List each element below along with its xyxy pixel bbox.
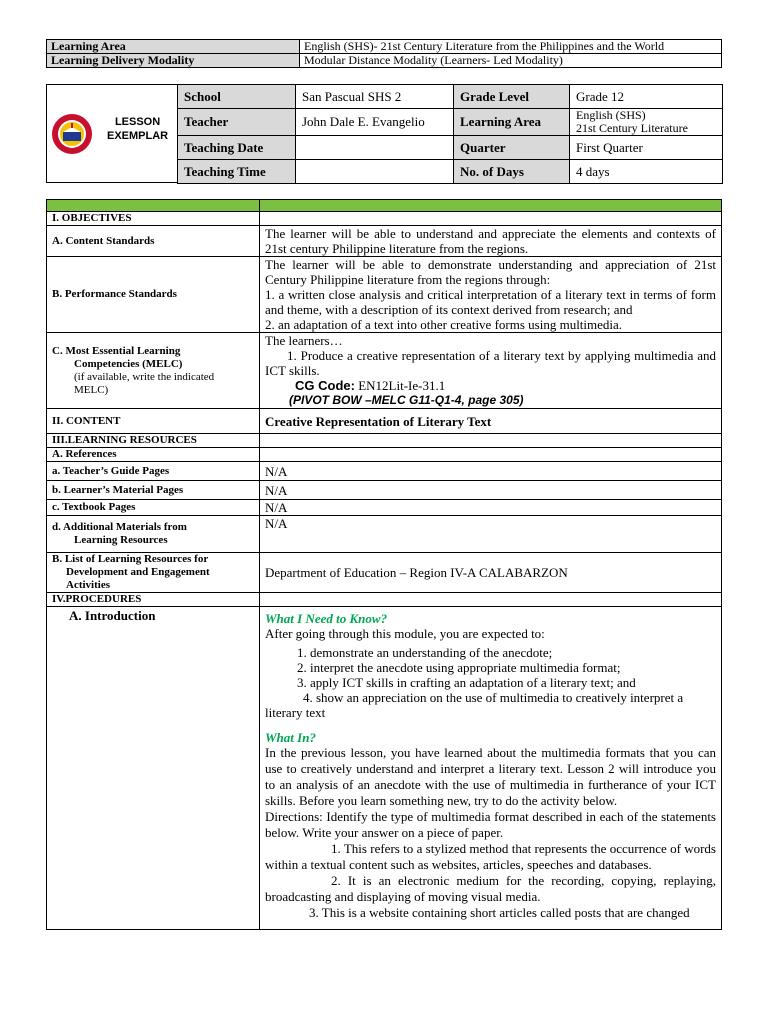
procedures-heading: IV.PROCEDURES: [47, 593, 260, 607]
teacher-value: John Dale E. Evangelio: [296, 109, 454, 136]
what-in-heading: What In?: [265, 730, 316, 745]
school-value: San Pascual SHS 2: [296, 85, 454, 109]
melc-cell: [260, 333, 722, 409]
learning-area-value: English (SHS)- 21st Century Literature from the Philippines and the World: [300, 40, 722, 54]
introduction-label: A. Introduction: [47, 607, 260, 930]
statement-1: 1. This refers to a stylized method that represents the occurrence of words within a textual content such as websites, articles, speeches and databases.: [265, 841, 716, 872]
pivot-reference: (PIVOT BOW –MELC G11-Q1-4, page 305): [289, 393, 524, 407]
cg-code-value: EN12Lit-Ie-31.1: [358, 378, 446, 393]
melc-label-line2: Competencies (MELC): [74, 357, 183, 370]
teaching-time-label: Teaching Time: [178, 160, 296, 184]
content-standards-text: The learner will be able to understand and appreciate the elements and contexts of 21st century Philippine literature from the regions.: [260, 226, 722, 257]
list-label-line1: B. List of Learning Resources for: [52, 553, 209, 565]
objective-item-3: 3. apply ICT skills in crafting an adaptation of a literary text; and: [297, 675, 636, 690]
area-label: Learning Area: [454, 109, 570, 136]
lesson-exemplar-box: [46, 84, 722, 183]
objective-item-1: 1. demonstrate an understanding of the anecdote;: [297, 645, 553, 660]
area-value-line2: 21st Century Literature: [576, 121, 688, 135]
performance-standards-text: The learner will be able to demonstrate understanding and appreciation of 21st Century Philippine literature from the regions through:: [265, 257, 716, 287]
quarter-label: Quarter: [454, 136, 570, 160]
melc-item: 1. Produce a creative representation of a literary text by applying multimedia and ICT skills.: [265, 348, 716, 378]
learners-material-value: N/A: [260, 481, 722, 500]
teachers-guide-label: a. Teacher’s Guide Pages: [47, 462, 260, 481]
green-header-row: [47, 200, 722, 212]
teaching-date-value: [296, 136, 454, 160]
exemplar-label-line2: EXEMPLAR: [107, 130, 169, 142]
days-value: 4 days: [570, 160, 723, 184]
melc-label: [47, 333, 260, 409]
statement-3: 3. This is a website containing short articles called posts that are changed: [309, 905, 690, 920]
objective-item-4: 4. show an appreciation on the use of multimedia to creatively interpret a literary text: [265, 690, 684, 720]
content-heading: II. CONTENT: [47, 409, 260, 434]
modality-label: Learning Delivery Modality: [47, 54, 300, 68]
teaching-time-value: [296, 160, 454, 184]
area-value-line1: English (SHS): [576, 108, 646, 122]
list-resources-value: Department of Education – Region IV-A CALABARZON: [260, 553, 722, 593]
modality-row: [47, 54, 722, 68]
melc-label-line4: MELC): [74, 383, 109, 396]
deped-seal-icon: [50, 113, 94, 155]
additional-label-line1: d. Additional Materials from: [52, 521, 187, 533]
logo-cell: [46, 84, 178, 183]
what-i-need-text: After going through this module, you are expected to:: [265, 626, 545, 641]
learning-area-header: [46, 39, 722, 68]
performance-item-1: 1. a written close analysis and critical interpretation of a literary text in terms of form and theme, with a description of its context derived from research; and: [265, 287, 716, 317]
performance-item-2: 2. an adaptation of a text into other creative forms using multimedia.: [265, 317, 623, 332]
cg-code-label: CG Code:: [295, 378, 355, 393]
content-value: Creative Representation of Literary Text: [260, 409, 722, 434]
directions-text: Directions: Identify the type of multimedia format described in each of the statements below. Write your answer on a piece of paper.: [265, 809, 716, 840]
learning-area-row: [47, 40, 722, 54]
additional-label-line2: Learning Resources: [74, 534, 168, 546]
additional-materials-label: [47, 516, 260, 553]
objective-item-2: 2. interpret the anecdote using appropriate multimedia format;: [297, 660, 621, 675]
textbook-value: N/A: [260, 500, 722, 516]
modality-value: Modular Distance Modality (Learners- Led Modality): [300, 54, 722, 68]
introduction-cell: [260, 607, 722, 930]
melc-label-line3: (if available, write the indicated: [74, 370, 215, 383]
quarter-value: First Quarter: [570, 136, 723, 160]
grade-level-value: Grade 12: [570, 85, 723, 109]
area-value: [570, 109, 723, 136]
references-label: A. References: [47, 448, 260, 462]
performance-standards-cell: [260, 257, 722, 333]
list-label-line3: Activities: [66, 579, 110, 591]
lesson-plan-table: [46, 199, 722, 930]
objectives-heading: I. OBJECTIVES: [47, 212, 260, 226]
content-standards-label: A. Content Standards: [47, 226, 260, 257]
teachers-guide-value: N/A: [260, 462, 722, 481]
melc-intro: The learners…: [265, 333, 343, 348]
school-label: School: [178, 85, 296, 109]
teaching-date-label: Teaching Date: [178, 136, 296, 160]
lesson-info-table: [177, 84, 723, 184]
what-in-text: In the previous lesson, you have learned about the multimedia formats that you can use to creatively understand and interpret a literary text. Lesson 2 will introduce you to an analysis of an anecdote with the use of multimedia in furtherance of your ICT skills. Before you learn something new, try to do the activity below.: [265, 745, 716, 808]
lesson-exemplar-label: [107, 115, 168, 143]
learning-area-label: Learning Area: [47, 40, 300, 54]
lesson-plan-body: [46, 199, 722, 981]
what-i-need-heading: What I Need to Know?: [265, 611, 388, 626]
textbook-label: c. Textbook Pages: [47, 500, 260, 516]
melc-label-line1: C. Most Essential Learning: [52, 344, 181, 357]
performance-standards-label: B. Performance Standards: [47, 257, 260, 333]
additional-materials-value: N/A: [260, 516, 722, 553]
exemplar-label-line1: LESSON: [114, 116, 161, 128]
statement-2: 2. It is an electronic medium for the recording, copying, replaying, broadcasting and displaying of moving visual media.: [265, 873, 716, 904]
days-label: No. of Days: [454, 160, 570, 184]
list-resources-label: [47, 553, 260, 593]
list-label-line2: Development and Engagement: [66, 566, 210, 578]
teacher-label: Teacher: [178, 109, 296, 136]
learning-resources-heading: III.LEARNING RESOURCES: [47, 434, 260, 448]
grade-level-label: Grade Level: [454, 85, 570, 109]
learners-material-label: b. Learner’s Material Pages: [47, 481, 260, 500]
